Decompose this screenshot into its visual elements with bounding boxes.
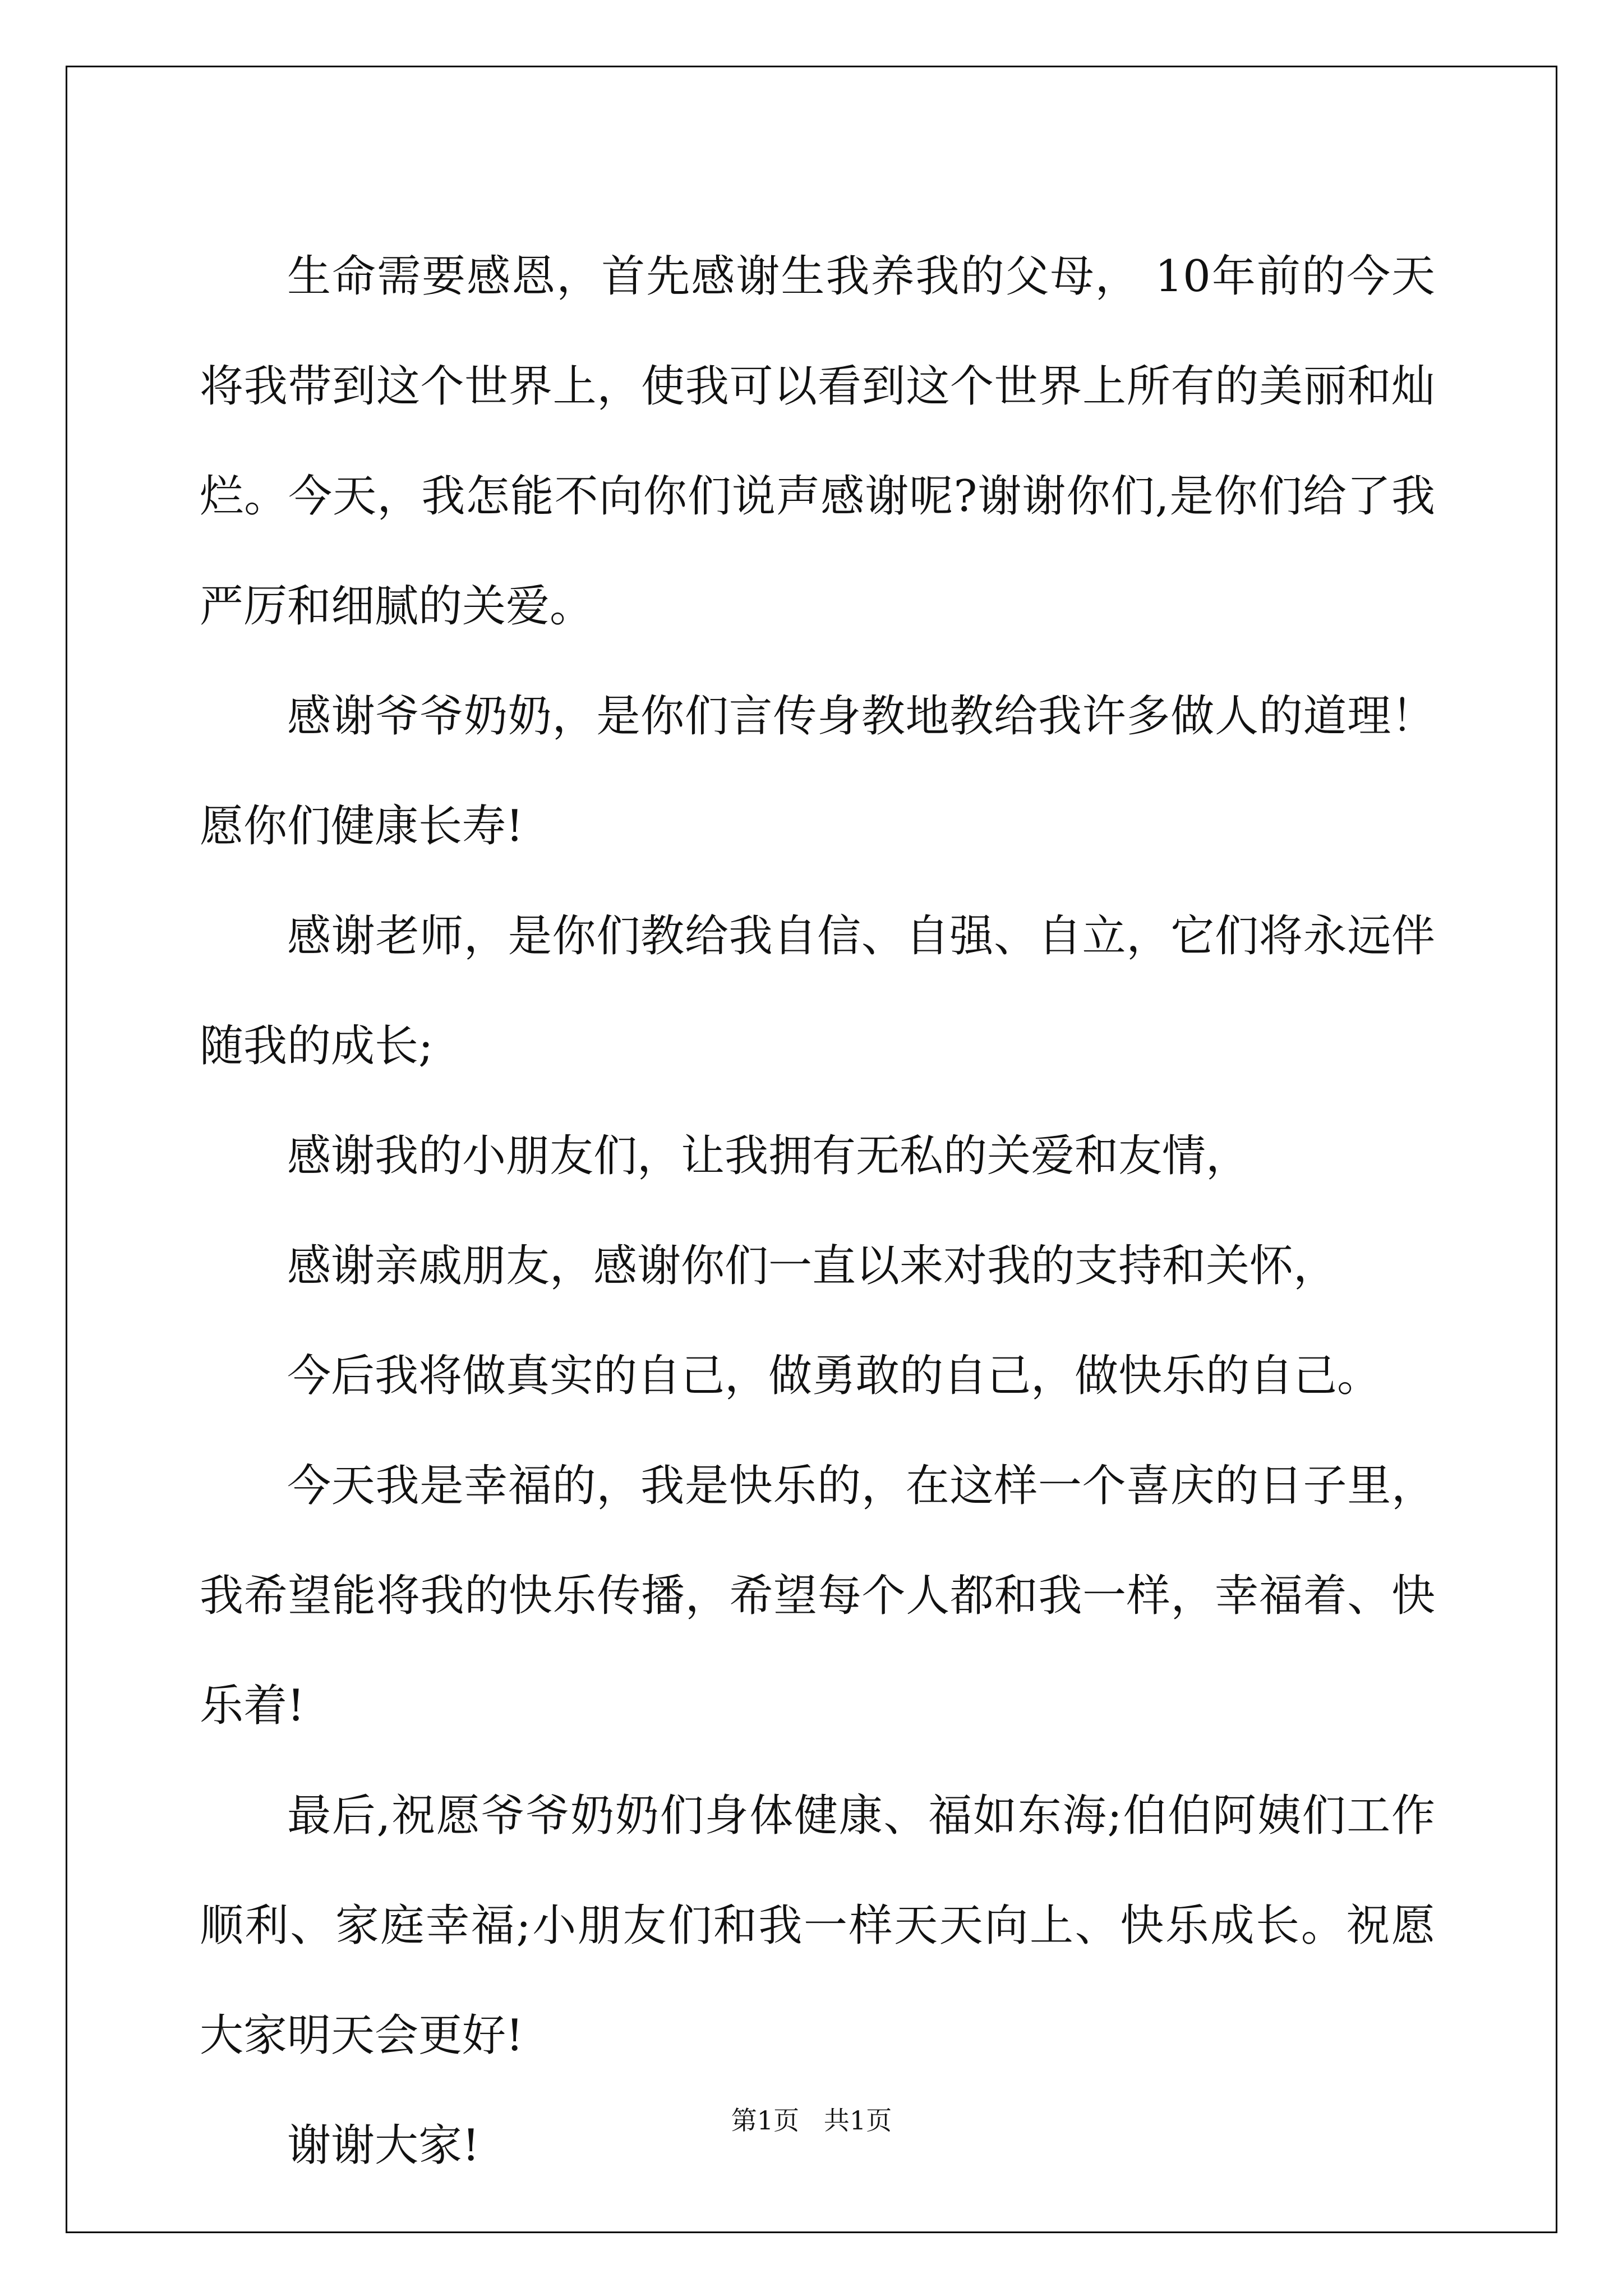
paragraph-happiness: 今天我是幸福的，我是快乐的，在这样一个喜庆的日子里，我希望能将我的快乐传播，希望每个人都和我一样，幸福着、快乐着!: [200, 1461, 1435, 1731]
paragraph-gratitude-parents: 生命需要感恩，首先感谢生我养我的父母， 10年前的今天将我带到这个世界上，使我可以看到这个世界上所有的美丽和灿烂。今天，我怎能不向你们说声感谢呢?谢谢你们,是你们给了我严厉和细腻的关爱。: [200, 251, 1435, 632]
document-body: [200, 222, 1435, 2201]
paragraph-blessings: 最后,祝愿爷爷奶奶们身体健康、福如东海;伯伯阿姨们工作顺利、家庭幸福;小朋友们和我一样天天向上、快乐成长。祝愿大家明天会更好!: [200, 1791, 1435, 2061]
page-number-label: 第1页 共1页: [731, 2105, 892, 2136]
paragraph-relatives: 感谢亲戚朋友，感谢你们一直以来对我的支持和关怀，: [287, 1241, 1338, 1291]
paragraph-friends: 感谢我的小朋友们，让我拥有无私的关爱和友情，: [287, 1131, 1250, 1181]
paragraph-thanks: 谢谢大家!: [287, 2120, 480, 2171]
paragraph-grandparents: 感谢爷爷奶奶，是你们言传身教地教给我许多做人的道理！愿你们健康长寿!: [200, 691, 1435, 852]
paragraph-future-self: 今后我将做真实的自己，做勇敢的自己，做快乐的自己。: [287, 1351, 1381, 1401]
page-footer: [0, 2100, 1623, 2137]
paragraph-teachers: 感谢老师，是你们教给我自信、自强、自立，它们将永远伴随我的成长;: [200, 911, 1435, 1071]
